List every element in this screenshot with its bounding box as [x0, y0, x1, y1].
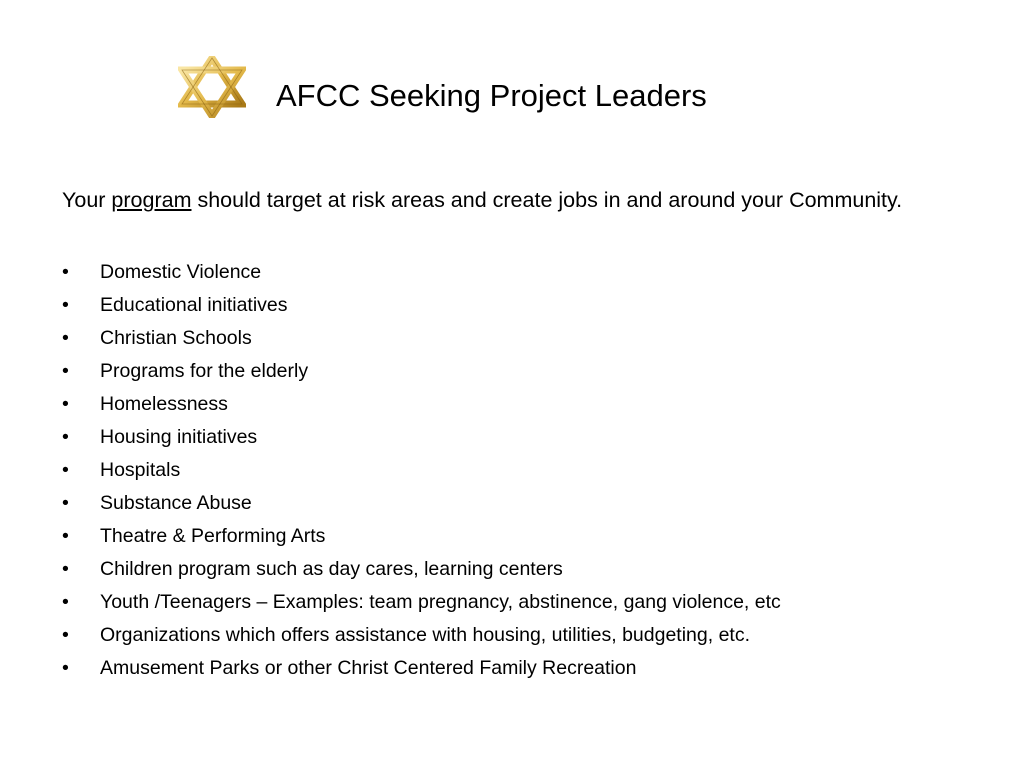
list-item-text: Youth /Teenagers – Examples: team pregnancy, abstinence, gang violence, etc: [100, 591, 781, 613]
list-item-text: Theatre & Performing Arts: [100, 525, 326, 547]
list-item-text: Domestic Violence: [100, 261, 262, 283]
bullet: •: [62, 327, 69, 349]
list-item-text: Amusement Parks or other Christ Centered Family Recreation: [100, 657, 637, 679]
bullet: •: [62, 261, 69, 283]
list-item-text: Hospitals: [100, 459, 181, 481]
bullet: •: [62, 294, 69, 316]
slide-title: AFCC Seeking Project Leaders: [276, 78, 707, 113]
intro-text-start: Your: [62, 188, 112, 212]
bullet: •: [62, 657, 69, 679]
intro-paragraph: [62, 182, 962, 219]
list-item-text: Children program such as day cares, learning centers: [100, 558, 563, 580]
star-of-david-icon: [178, 56, 246, 118]
intro-text-end: should target at risk areas and create jobs in and around your Community.: [191, 188, 903, 212]
bullet: •: [62, 591, 69, 613]
bullet: •: [62, 360, 69, 382]
list-item-text: Substance Abuse: [100, 492, 252, 514]
program-link[interactable]: program: [111, 188, 192, 212]
bullet: •: [62, 426, 69, 448]
list-item-text: Housing initiatives: [100, 426, 258, 448]
list-item-text: Programs for the elderly: [100, 360, 309, 382]
bullet: •: [62, 525, 69, 547]
bullet: •: [62, 393, 69, 415]
bullet: •: [62, 624, 69, 646]
bullet: •: [62, 558, 69, 580]
list-item-text: Educational initiatives: [100, 294, 288, 316]
list-item-text: Homelessness: [100, 393, 228, 415]
bullet: •: [62, 492, 69, 514]
list-item-text: Organizations which offers assistance with housing, utilities, budgeting, etc.: [100, 624, 750, 646]
list-item-text: Christian Schools: [100, 327, 252, 349]
bullet: •: [62, 459, 69, 481]
